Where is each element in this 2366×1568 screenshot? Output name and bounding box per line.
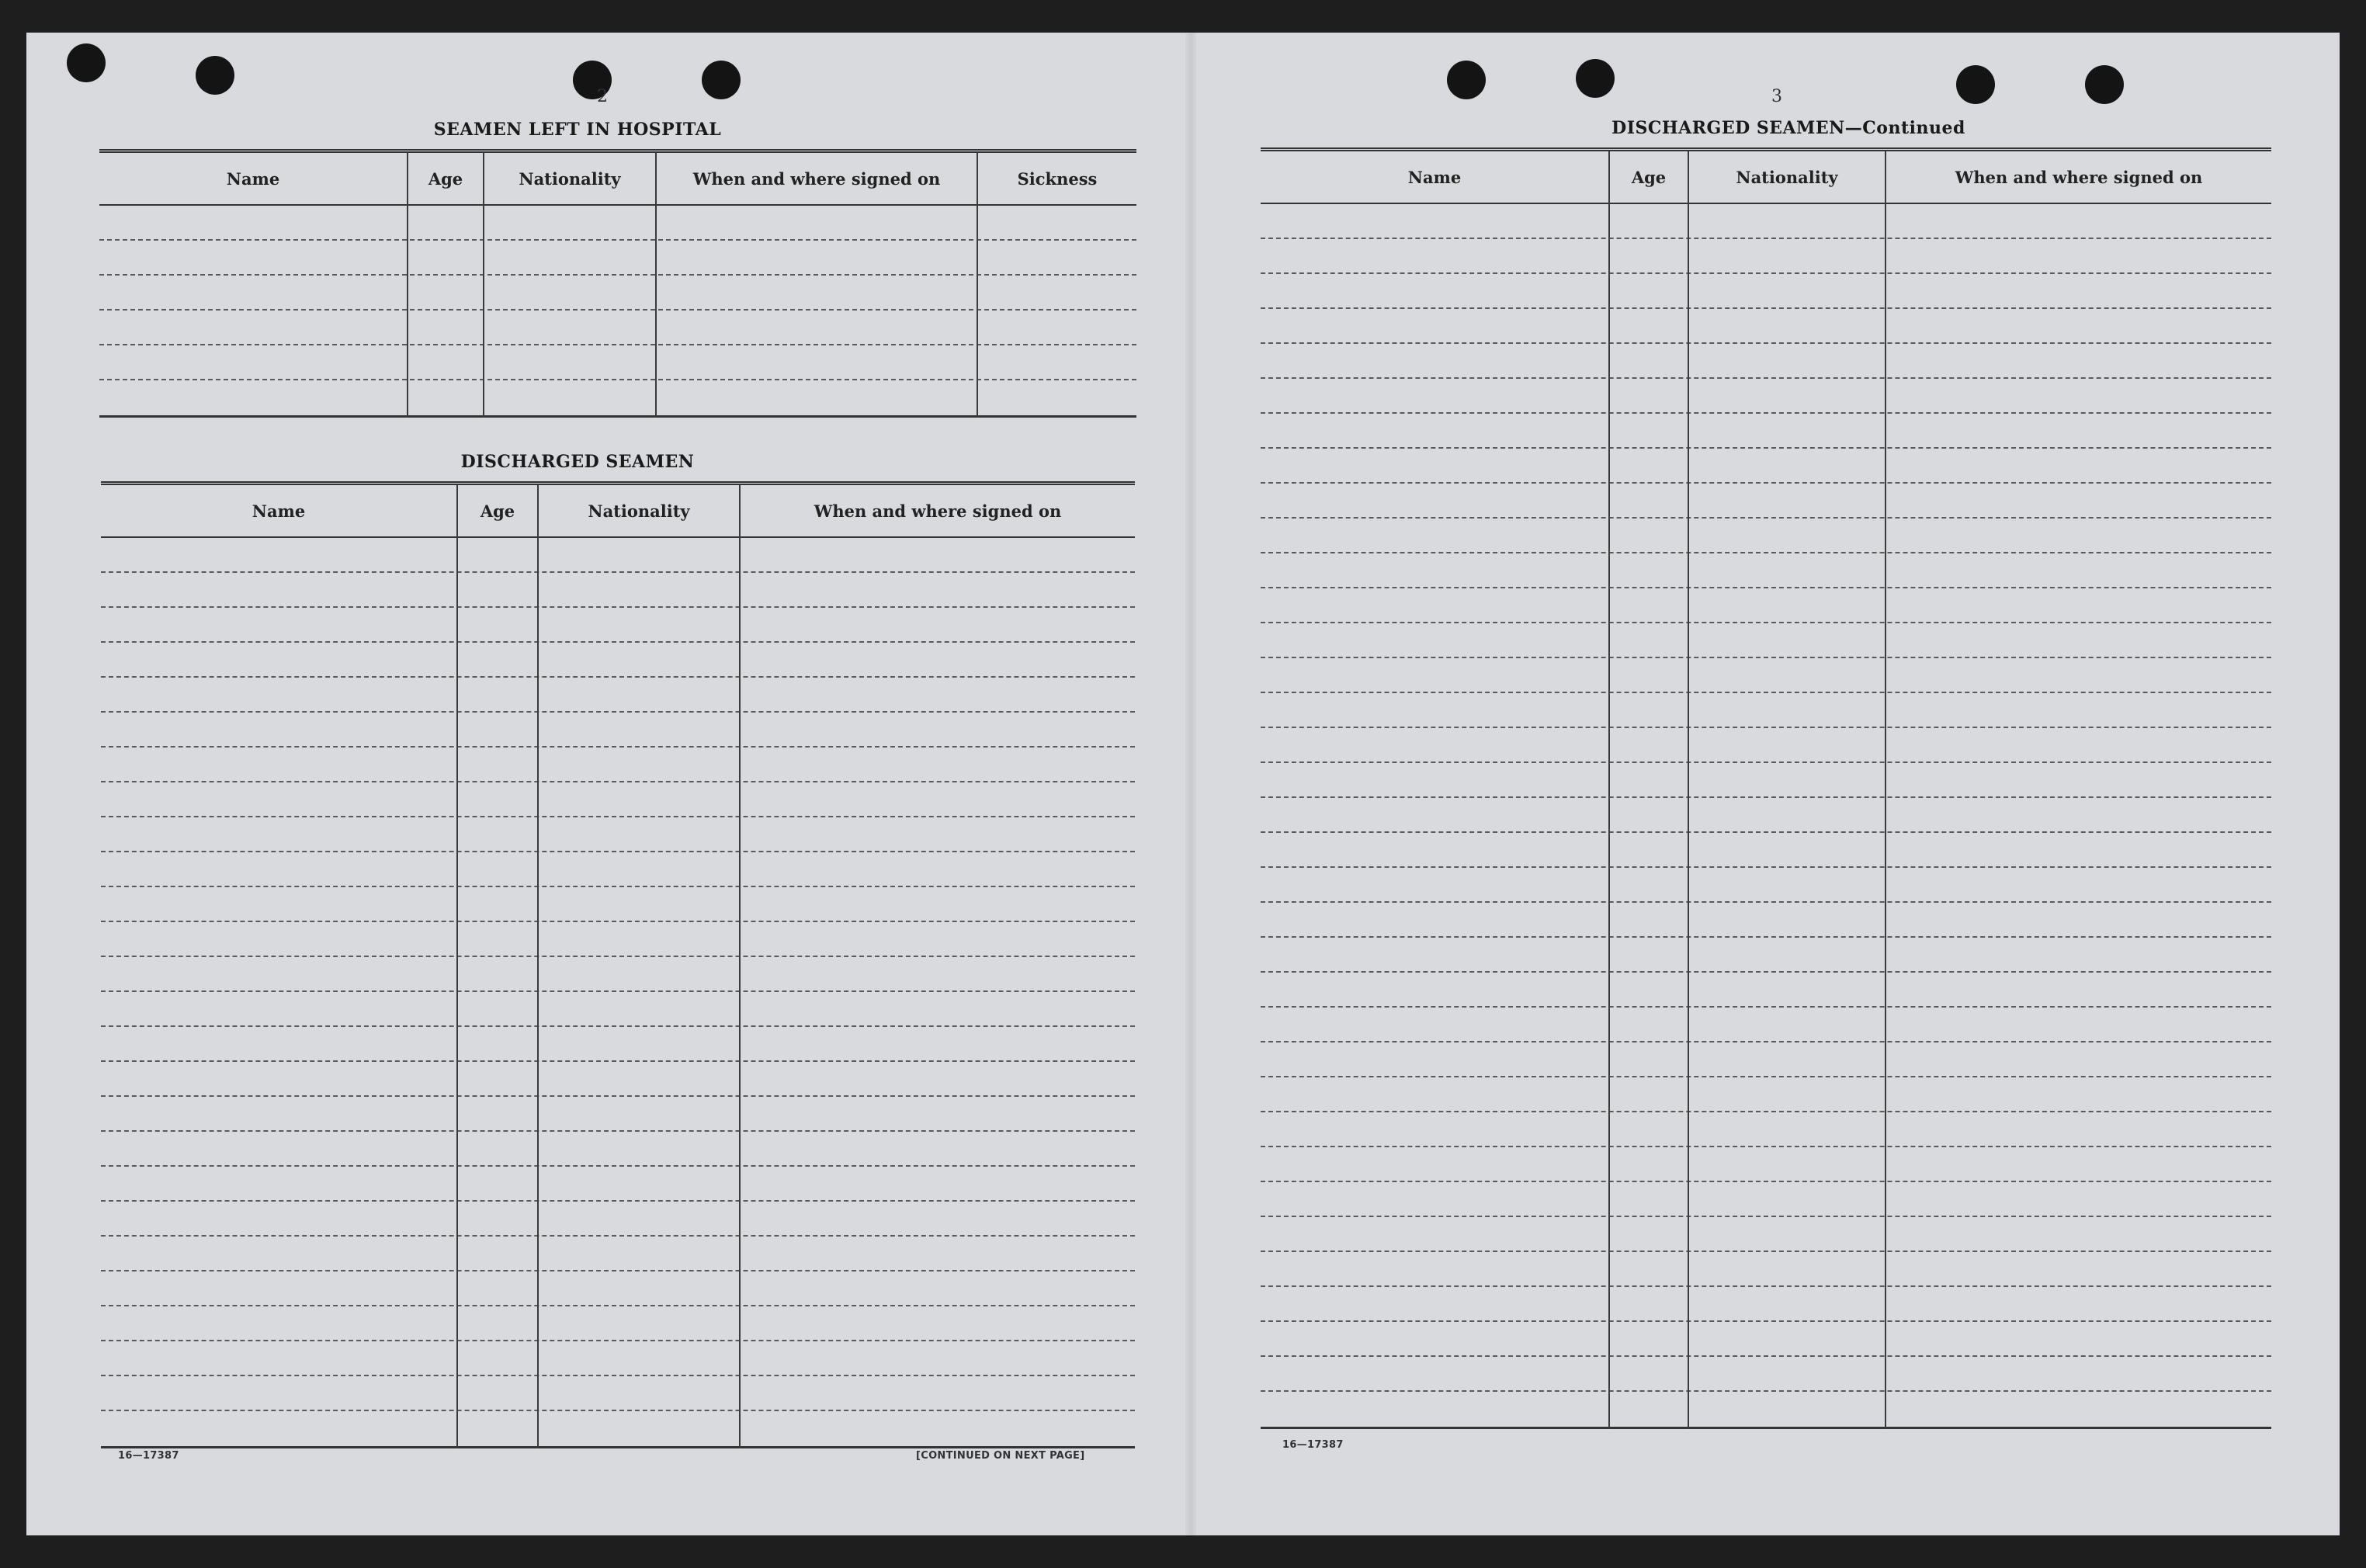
table-row: [99, 380, 1136, 415]
table-row: [1261, 693, 2271, 728]
table-row: [101, 852, 1135, 887]
table-row: [101, 538, 1135, 573]
column-divider: [456, 485, 458, 1448]
discharged-table-body: [101, 538, 1135, 1448]
table-row: [1261, 1147, 2271, 1182]
column-divider: [1608, 151, 1610, 1429]
table-row: [101, 643, 1135, 678]
table-row: [1261, 379, 2271, 414]
form-number-left: 16—17387: [118, 1450, 179, 1462]
continued-note: [CONTINUED ON NEXT PAGE]: [916, 1450, 1085, 1462]
table-row: [1261, 1357, 2271, 1392]
page-number-left: 2: [597, 87, 608, 106]
table-row: [101, 887, 1135, 922]
table-row: [101, 1411, 1135, 1446]
table-row: [1261, 973, 2271, 1008]
table-row: [1261, 1252, 2271, 1287]
table-row: [1261, 1287, 2271, 1322]
discharged-table-header: [101, 485, 1135, 538]
table-row: [101, 1097, 1135, 1132]
table-row: [1261, 658, 2271, 693]
discharged-continued-body: [1261, 204, 2271, 1429]
table-row: [1261, 239, 2271, 274]
table-row: [1261, 553, 2271, 588]
table-row: [101, 1237, 1135, 1271]
discharged-continued-title-suffix: —Continued: [1844, 118, 1965, 138]
discharged-continued-title-main: DISCHARGED SEAMEN: [1611, 118, 1845, 138]
hospital-col-sickness: Sickness: [1017, 168, 1098, 189]
table-row: [1261, 1042, 2271, 1077]
table-row: [1261, 344, 2271, 379]
table-row: [1261, 1392, 2271, 1427]
table-row: [99, 241, 1136, 276]
table-row: [1261, 484, 2271, 519]
discharged-continued-table: [1261, 147, 2271, 1429]
table-row: [101, 1376, 1135, 1411]
discharged-section-title: DISCHARGED SEAMEN: [460, 452, 695, 472]
table-row: [1261, 414, 2271, 449]
table-row: [99, 276, 1136, 310]
table-row: [1261, 274, 2271, 309]
ledger-sheet: [26, 33, 2340, 1535]
column-divider: [1688, 151, 1689, 1429]
table-row: [101, 1132, 1135, 1167]
continued-col-age: Age: [1631, 167, 1667, 187]
punch-hole: [196, 56, 234, 95]
table-row: [1261, 204, 2271, 239]
column-divider: [407, 153, 408, 418]
table-row: [1261, 588, 2271, 623]
table-row: [101, 817, 1135, 852]
table-row: [1261, 1217, 2271, 1252]
table-row: [1261, 763, 2271, 798]
table-row: [1261, 868, 2271, 903]
discharged-continued-title: [1261, 118, 2316, 138]
continued-col-signed-on: When and where signed on: [1955, 167, 2203, 187]
table-row: [1261, 519, 2271, 553]
table-row: [101, 573, 1135, 608]
hospital-section-title: SEAMEN LEFT IN HOSPITAL: [433, 120, 722, 140]
table-row: [101, 782, 1135, 817]
table-row: [1261, 309, 2271, 344]
discharged-col-age: Age: [480, 501, 515, 521]
table-row: [1261, 1008, 2271, 1042]
punch-hole: [702, 61, 741, 99]
table-row: [1261, 623, 2271, 658]
table-row: [101, 1027, 1135, 1062]
table-row: [101, 992, 1135, 1027]
table-row: [101, 1167, 1135, 1202]
table-row: [1261, 1182, 2271, 1217]
hospital-col-age: Age: [428, 168, 463, 189]
table-row: [1261, 798, 2271, 833]
discharged-continued-header: [1261, 151, 2271, 204]
discharged-col-signed-on: When and where signed on: [814, 501, 1062, 521]
table-row: [1261, 1077, 2271, 1112]
punch-hole: [1576, 59, 1615, 98]
table-row: [1261, 728, 2271, 763]
continued-col-nationality: Nationality: [1736, 167, 1838, 187]
form-number-right: 16—17387: [1282, 1439, 1344, 1451]
table-row: [1261, 833, 2271, 868]
hospital-table-header: [99, 153, 1136, 206]
table-row: [101, 922, 1135, 957]
page-number-right: 3: [1771, 87, 1782, 106]
column-divider: [1885, 151, 1886, 1429]
hospital-col-nationality: Nationality: [519, 168, 621, 189]
table-row: [1261, 1322, 2271, 1357]
column-divider: [537, 485, 539, 1448]
punch-hole: [1956, 65, 1995, 104]
table-row: [101, 1271, 1135, 1306]
table-row: [101, 1202, 1135, 1237]
table-row: [99, 310, 1136, 345]
table-row: [101, 1341, 1135, 1376]
table-row: [1261, 1112, 2271, 1147]
table-row: [101, 957, 1135, 992]
column-divider: [739, 485, 741, 1448]
column-divider: [655, 153, 657, 418]
table-row: [1261, 938, 2271, 973]
table-row: [101, 678, 1135, 713]
punch-hole: [67, 43, 106, 82]
table-row: [99, 206, 1136, 241]
hospital-table: [99, 149, 1136, 418]
table-row: [101, 1062, 1135, 1097]
punch-hole: [2085, 65, 2124, 104]
table-row: [101, 713, 1135, 748]
table-row: [99, 345, 1136, 380]
column-divider: [483, 153, 484, 418]
discharged-col-name: Name: [252, 501, 306, 521]
table-row: [101, 748, 1135, 782]
hospital-col-name: Name: [226, 168, 280, 189]
table-row: [1261, 903, 2271, 938]
continued-col-name: Name: [1407, 167, 1462, 187]
table-row: [1261, 449, 2271, 484]
hospital-table-body: [99, 206, 1136, 418]
table-row: [101, 1306, 1135, 1341]
table-row: [101, 608, 1135, 643]
hospital-col-signed-on: When and where signed on: [692, 168, 941, 189]
page-spine: [1185, 33, 1196, 1535]
column-divider: [977, 153, 978, 418]
punch-hole: [1447, 61, 1486, 99]
discharged-table: [101, 481, 1135, 1448]
discharged-col-nationality: Nationality: [588, 501, 690, 521]
